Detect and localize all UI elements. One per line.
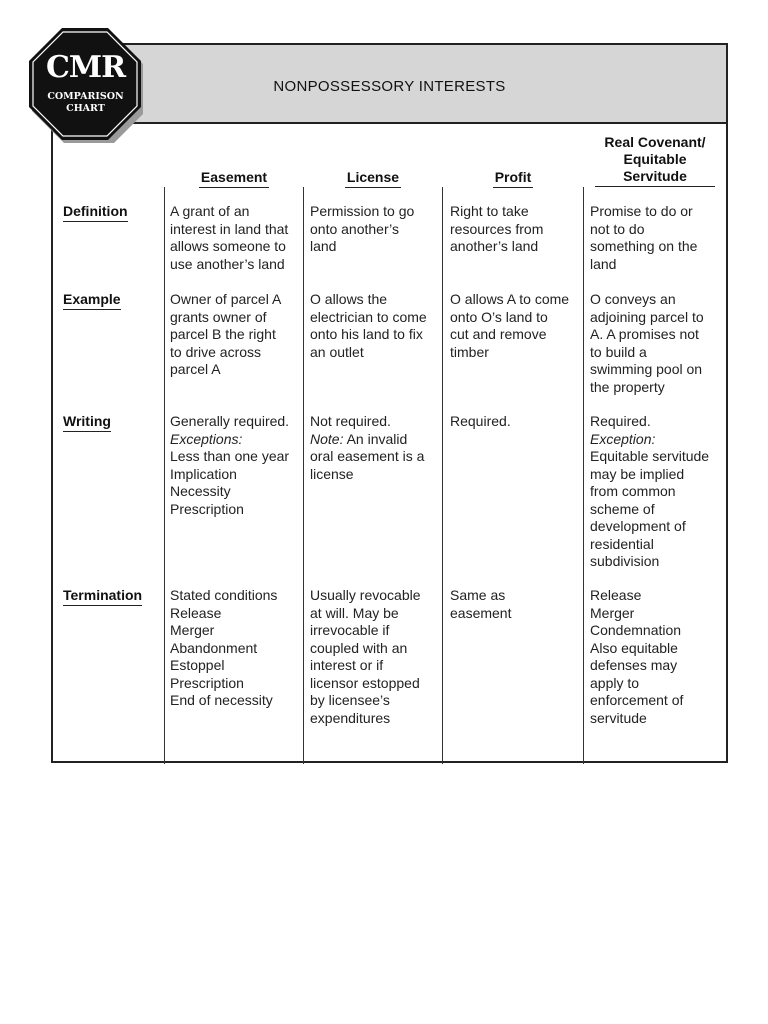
cell-line: Prescription [170,500,244,517]
table-cell [590,291,704,396]
badge-brand: CMR [45,50,126,85]
cell-line: Equitable servitude [590,448,710,464]
row-header-termination: Termination [63,587,142,606]
cell-line: irrevocable if [310,622,390,638]
cell-line: End of necessity [170,692,273,708]
cell-line: Permission to go [310,203,415,219]
cell-line: subdivision [590,553,660,569]
cell-line: apply to [590,674,640,691]
column-divider [164,187,165,764]
row-header-writing: Writing [63,413,111,432]
table-cell [310,291,427,361]
cell-line: Also equitable [590,639,678,656]
cell-line: land [310,238,337,254]
cell-line: Less than one year [170,448,290,464]
cell-line: Exceptions: [170,430,243,447]
cell-line: timber [450,343,489,360]
table-cell [450,413,511,431]
cell-line: Same as [450,587,506,603]
cell-line: Merger [590,604,635,621]
column-divider [303,187,304,764]
cell-line: defenses may [590,657,678,673]
cell-line: license [310,465,354,482]
cell-line: from common [590,483,676,499]
table-cell [590,203,697,273]
cell-line: Not required. [310,413,391,429]
cell-line: an outlet [310,343,364,360]
cell-line: swimming pool on [590,361,703,377]
cell-line: oral easement is a [310,448,425,464]
cell-line: Prescription [170,674,244,691]
table-cell [450,203,543,256]
cell-line: Stated conditions [170,587,278,603]
cell-line: O allows A to come [450,291,570,307]
cell-line: licensor estopped [310,674,420,691]
cell-line: not to do [590,220,645,237]
cell-line: adjoining parcel to [590,308,704,325]
cell-line: the property [590,378,665,395]
cell-line: Promise to do or [590,203,693,219]
table-cell [310,203,414,256]
cell-line: Estoppel [170,657,225,673]
badge-text [28,28,143,143]
badge-line-1: COMPARISON [47,91,124,102]
cell-line: allows someone to [170,238,286,254]
column-header-license: License [307,169,439,188]
cell-line: onto his land to fix [310,326,423,342]
cell-line: use another’s land [170,255,285,272]
cell-line: Exception: [590,430,656,447]
cell-line: to drive across [170,343,262,360]
cell-line: Usually revocable [310,587,421,603]
cell-line: Necessity [170,483,231,499]
cell-line: electrician to come [310,308,427,325]
cell-line: O allows the [310,291,388,307]
badge-subtitle [28,91,143,115]
cell-line: onto O’s land to [450,308,548,325]
cell-line: parcel B the right [170,326,276,342]
badge-line-2: CHART [66,103,105,114]
cell-line: Owner of parcel A [170,291,282,307]
cell-line: resources from [450,220,544,237]
column-divider [583,187,584,764]
cell-line: interest in land that [170,220,289,237]
cell-line: Required. [590,413,651,429]
cell-line: onto another’s [310,220,399,237]
cell-line: Merger [170,622,215,638]
table-cell [450,291,569,361]
cell-line: parcel A [170,361,221,377]
table-cell [170,203,288,273]
cell-line: Note: An invalid [310,430,408,447]
cell-line: grants owner of [170,308,267,325]
cell-line: something on the [590,238,698,254]
table-cell [590,413,709,571]
cell-line: Release [590,587,642,603]
cell-line: servitude [590,709,647,726]
table-cell [310,587,421,727]
cell-line: Condemnation [590,622,682,638]
cell-line: O conveys an [590,291,676,307]
cell-line: Implication [170,465,237,482]
cell-line: development of [590,518,686,534]
row-header-example: Example [63,291,121,310]
cell-line: A. A promises not [590,326,699,342]
chart-title: NONPOSSESSORY INTERESTS [273,78,506,95]
cell-line: Generally required. [170,413,290,429]
cell-line: another’s land [450,238,539,254]
row-header-definition: Definition [63,203,128,222]
cell-line: expenditures [310,709,391,726]
cell-line: by licensee’s [310,692,390,708]
cell-line: A grant of an [170,203,250,219]
cell-line: interest or if [310,657,384,673]
table-cell [310,413,424,483]
column-header-profit: Profit [446,169,580,188]
cell-line: residential [590,535,654,552]
table-cell [170,587,277,710]
table-cell [170,413,289,518]
cell-line: scheme of [590,500,655,517]
title-band [53,45,726,124]
cell-line: coupled with an [310,639,408,656]
cell-line: enforcement of [590,692,684,708]
column-divider [442,187,443,764]
table-cell [170,291,281,379]
table-cell [450,587,511,622]
cell-line: to build a [590,343,647,360]
cell-line: Right to take [450,203,529,219]
cell-line: easement [450,604,512,621]
table-cell [590,587,683,727]
column-header-easement: Easement [168,169,300,188]
column-header-real-covenant: Real Covenant/ Equitable Servitude [587,134,723,187]
cell-line: Release [170,604,222,621]
cell-line: may be implied [590,465,685,482]
cell-line: cut and remove [450,326,547,342]
cell-line: at will. May be [310,604,399,621]
cell-line: land [590,255,617,272]
cell-line: Abandonment [170,639,258,656]
cell-line: Required. [450,413,511,429]
